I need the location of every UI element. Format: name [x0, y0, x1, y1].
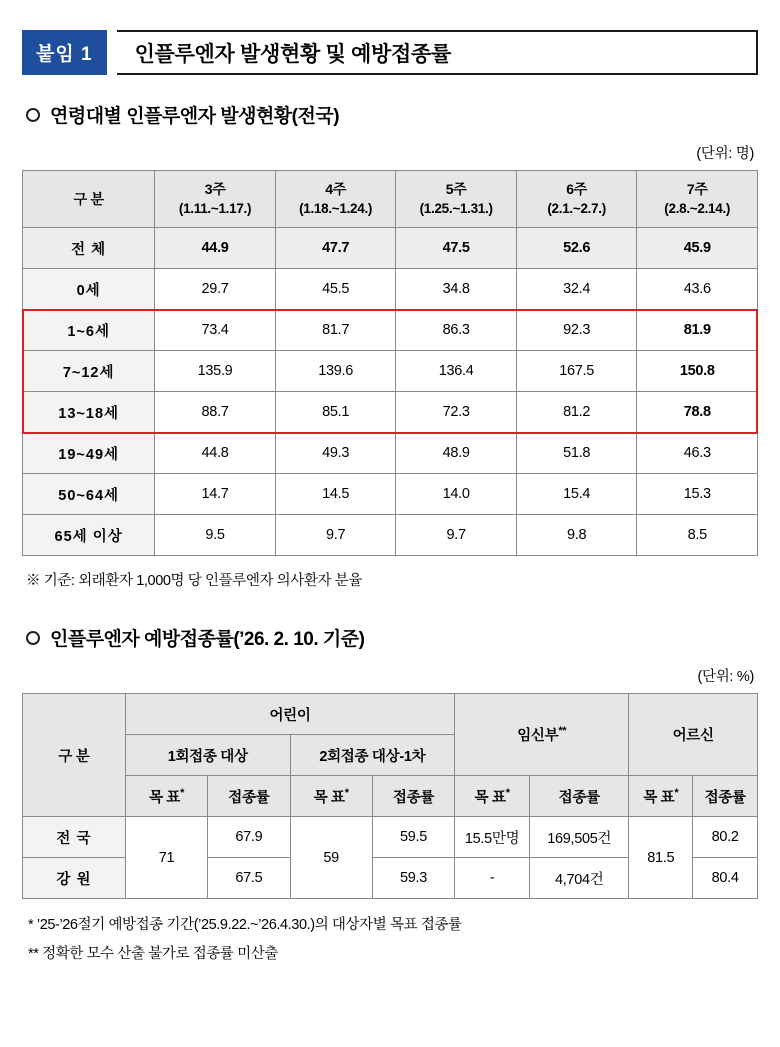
- footnote-2: ** 정확한 모수 산출 불가로 접종률 미산출: [28, 946, 278, 962]
- table2-col-child1-goal: [125, 776, 207, 817]
- row-label-age50-64: 50~64세: [23, 474, 155, 515]
- table-row: [23, 392, 758, 433]
- cell-age0-w4: 45.5: [275, 269, 396, 310]
- document-header: [22, 30, 758, 75]
- table2-col-child2-goal: [290, 776, 372, 817]
- goal-sup: *: [505, 786, 510, 799]
- table1-col-week7-dates: (2.8.~2.14.): [664, 201, 731, 217]
- goal-sup: *: [344, 786, 349, 799]
- cell-age65plus-w3: 9.5: [155, 515, 276, 556]
- section1-heading: [26, 101, 758, 128]
- table-row: [23, 817, 758, 858]
- cell-age7-12-w6: 167.5: [516, 351, 637, 392]
- table1-body: [23, 228, 758, 556]
- cell-age7-12-w4: 139.6: [275, 351, 396, 392]
- cell-gangwon-preg-goal: -: [455, 858, 530, 899]
- table2-col-elderly: 어르신: [629, 694, 758, 776]
- cell-age0-w5: 34.8: [396, 269, 517, 310]
- table1-head: [23, 171, 758, 228]
- goal-sup: *: [674, 786, 679, 799]
- cell-nationwide-child2-rate: 59.5: [372, 817, 454, 858]
- goal-label: 목 표: [643, 789, 675, 806]
- table-row: [23, 269, 758, 310]
- cell-age65plus-w5: 9.7: [396, 515, 517, 556]
- row-label-gangwon: 강 원: [23, 858, 126, 899]
- table2-col-pregnant: [455, 694, 629, 776]
- cell-nationwide-preg-rate: 169,505건: [530, 817, 629, 858]
- goal-label: 목 표: [148, 789, 181, 806]
- cell-age13-18-w4: 85.1: [275, 392, 396, 433]
- table1-col-division: [23, 171, 155, 228]
- table1-col-week5-dates: (1.25.~1.31.): [419, 201, 493, 217]
- table1-col-week4: [275, 171, 396, 228]
- table-row: [23, 310, 758, 351]
- table2-header-row-1: [23, 694, 758, 735]
- table1-col-week5: [396, 171, 517, 228]
- cell-age19-49-w7: 46.3: [637, 433, 758, 474]
- cell-gangwon-preg-rate: 4,704건: [530, 858, 629, 899]
- table1-col-week7-label: 7주: [686, 181, 708, 198]
- cell-total-w5: 47.5: [396, 228, 517, 269]
- goal-label: 목 표: [474, 789, 506, 806]
- cell-age19-49-w6: 51.8: [516, 433, 637, 474]
- table1-col-week3-dates: (1.11.~1.17.): [178, 201, 252, 217]
- row-label-age1-6: 1~6세: [23, 310, 155, 351]
- spacer: [22, 590, 758, 624]
- influenza-incidence-table: [22, 170, 758, 556]
- cell-total-w7: 45.9: [637, 228, 758, 269]
- cell-total-w4: 47.7: [275, 228, 396, 269]
- table1-col-week4-dates: (1.18.~1.24.): [299, 201, 373, 217]
- table2-col-child1-rate: 접종률: [208, 776, 290, 817]
- table2-col-preg-rate: 접종률: [530, 776, 629, 817]
- cell-age13-18-w5: 72.3: [396, 392, 517, 433]
- goal-label: 목 표: [313, 789, 345, 806]
- vaccination-rate-table: [22, 693, 758, 899]
- table-row: [23, 433, 758, 474]
- row-label-age19-49: 19~49세: [23, 433, 155, 474]
- table1-col-week5-label: 5주: [445, 181, 467, 198]
- table2-col-eld-goal: [629, 776, 693, 817]
- table2-col-preg-goal: [455, 776, 530, 817]
- cell-age50-64-w3: 14.7: [155, 474, 276, 515]
- cell-gangwon-child1-rate: 67.5: [208, 858, 290, 899]
- section1-note: ※ 기준: 외래환자 1,000명 당 인플루엔자 의사환자 분율: [26, 573, 362, 589]
- table1-col-division-label: 구 분: [73, 190, 104, 207]
- cell-age1-6-w6: 92.3: [516, 310, 637, 351]
- circle-bullet-icon: [26, 631, 40, 645]
- cell-age50-64-w6: 15.4: [516, 474, 637, 515]
- table1-col-week3: [155, 171, 276, 228]
- table2-body: [23, 817, 758, 899]
- row-label-age7-12: 7~12세: [23, 351, 155, 392]
- cell-age1-6-w3: 73.4: [155, 310, 276, 351]
- goal-sup: *: [180, 786, 185, 799]
- cell-nationwide-child2-goal: 59: [290, 817, 372, 899]
- cell-age0-w7: 43.6: [637, 269, 758, 310]
- table-row: [23, 351, 758, 392]
- table1-col-week4-label: 4주: [325, 181, 346, 198]
- circle-bullet-icon: [26, 108, 40, 122]
- table2-col-division: 구 분: [23, 694, 126, 817]
- cell-age19-49-w4: 49.3: [275, 433, 396, 474]
- table1-col-week6-dates: (2.1.~2.7.): [547, 201, 606, 217]
- cell-age65plus-w6: 9.8: [516, 515, 637, 556]
- table-row: [23, 228, 758, 269]
- table1-col-week7: [637, 171, 758, 228]
- cell-age13-18-w6: 81.2: [516, 392, 637, 433]
- table2-col-children: 어린이: [125, 694, 454, 735]
- table1-col-week3-label: 3주: [204, 181, 226, 198]
- row-label-age13-18: 13~18세: [23, 392, 155, 433]
- cell-age19-49-w3: 44.8: [155, 433, 276, 474]
- table2-col-eld-rate: 접종률: [693, 776, 758, 817]
- row-label-total: 전 체: [23, 228, 155, 269]
- cell-total-w6: 52.6: [516, 228, 637, 269]
- cell-age7-12-w3: 135.9: [155, 351, 276, 392]
- cell-gangwon-eld-rate: 80.4: [693, 858, 758, 899]
- footnote-1: * ’25-’26절기 예방접종 기간(’25.9.22.~’26.4.30.)의 대상자별 목표 접종률: [28, 917, 462, 933]
- section2-unit: (단위: %): [697, 669, 754, 685]
- cell-age7-12-w5: 136.4: [396, 351, 517, 392]
- section2-heading: [26, 624, 758, 651]
- table2-col-pregnant-label: 임신부: [517, 728, 559, 744]
- cell-age13-18-w7: 78.8: [637, 392, 758, 433]
- cell-age0-w3: 29.7: [155, 269, 276, 310]
- cell-gangwon-child2-rate: 59.3: [372, 858, 454, 899]
- cell-age13-18-w3: 88.7: [155, 392, 276, 433]
- section2-footnotes: [28, 913, 758, 963]
- cell-elderly-goal: 81.5: [629, 817, 693, 899]
- cell-age50-64-w7: 15.3: [637, 474, 758, 515]
- attachment-badge: 붙임 1: [22, 30, 107, 75]
- cell-age1-6-w5: 86.3: [396, 310, 517, 351]
- cell-nationwide-child1-goal: 71: [125, 817, 207, 899]
- table-row: [23, 515, 758, 556]
- table2-col-pregnant-sup: **: [558, 725, 567, 738]
- cell-nationwide-eld-rate: 80.2: [693, 817, 758, 858]
- section1-heading-text: 연령대별 인플루엔자 발생현황(전국): [50, 106, 340, 127]
- table1-col-week6: [516, 171, 637, 228]
- cell-age0-w6: 32.4: [516, 269, 637, 310]
- table1-header-row: [23, 171, 758, 228]
- cell-age7-12-w7: 150.8: [637, 351, 758, 392]
- table2-col-child-dose2: 2회접종 대상-1차: [290, 735, 455, 776]
- table1-col-week6-label: 6주: [566, 181, 588, 198]
- cell-age65plus-w7: 8.5: [637, 515, 758, 556]
- cell-nationwide-child1-rate: 67.9: [208, 817, 290, 858]
- cell-age1-6-w7: 81.9: [637, 310, 758, 351]
- cell-total-w3: 44.9: [155, 228, 276, 269]
- page-title: 인플루엔자 발생현황 및 예방접종률: [117, 30, 758, 75]
- cell-age50-64-w4: 14.5: [275, 474, 396, 515]
- section2-heading-text: 인플루엔자 예방접종률(’26. 2. 10. 기준): [50, 629, 365, 650]
- cell-age19-49-w5: 48.9: [396, 433, 517, 474]
- section1-table-wrap: [22, 170, 758, 556]
- row-label-age0: 0세: [23, 269, 155, 310]
- cell-age50-64-w5: 14.0: [396, 474, 517, 515]
- header-title-wrap: [107, 30, 758, 75]
- row-label-age65plus: 65세 이상: [23, 515, 155, 556]
- table-row: [23, 474, 758, 515]
- table2-col-child2-rate: 접종률: [372, 776, 454, 817]
- cell-age1-6-w4: 81.7: [275, 310, 396, 351]
- table2-header-row-3: [23, 776, 758, 817]
- cell-nationwide-preg-goal: 15.5만명: [455, 817, 530, 858]
- section1-unit: (단위: 명): [696, 146, 754, 162]
- cell-age65plus-w4: 9.7: [275, 515, 396, 556]
- row-label-nationwide: 전 국: [23, 817, 126, 858]
- table2-col-child-dose1: 1회접종 대상: [125, 735, 290, 776]
- table2-head: [23, 694, 758, 817]
